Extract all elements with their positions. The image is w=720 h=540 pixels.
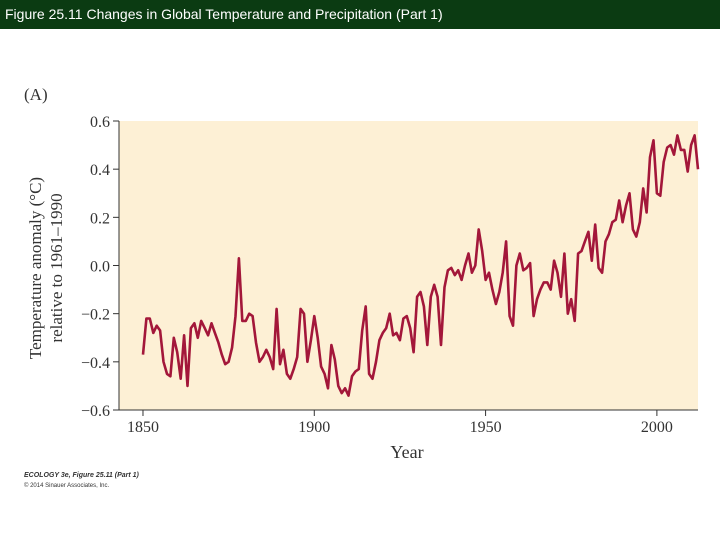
x-axis-label: Year — [390, 442, 424, 462]
plot-background — [119, 121, 698, 410]
figure-credit: ECOLOGY 3e, Figure 25.11 (Part 1) — [24, 472, 139, 479]
y-tick-label: 0.2 — [90, 210, 110, 228]
y-axis-label: Temperature anomaly (°C) — [26, 176, 45, 360]
y-tick-label: 0.6 — [90, 114, 110, 131]
x-tick-label: 1900 — [298, 419, 331, 436]
y-tick-label: 0.0 — [90, 258, 110, 276]
slide-title: Figure 25.11 Changes in Global Temperature and Precipitation (Part 1) — [0, 0, 720, 29]
y-tick-label: 0.4 — [90, 162, 110, 180]
x-tick-label: 1950 — [469, 419, 502, 436]
x-tick-label: 1850 — [126, 419, 159, 436]
copyright-notice: © 2014 Sinauer Associates, Inc. — [24, 483, 110, 489]
y-tick-label: −0.2 — [80, 306, 110, 324]
y-tick-label: −0.6 — [80, 403, 110, 420]
y-axis-label-line2: relative to 1961–1990 — [47, 193, 66, 343]
x-tick-label: 2000 — [640, 419, 673, 436]
panel-label: (A) — [24, 85, 48, 104]
y-tick-label: −0.4 — [80, 354, 110, 372]
